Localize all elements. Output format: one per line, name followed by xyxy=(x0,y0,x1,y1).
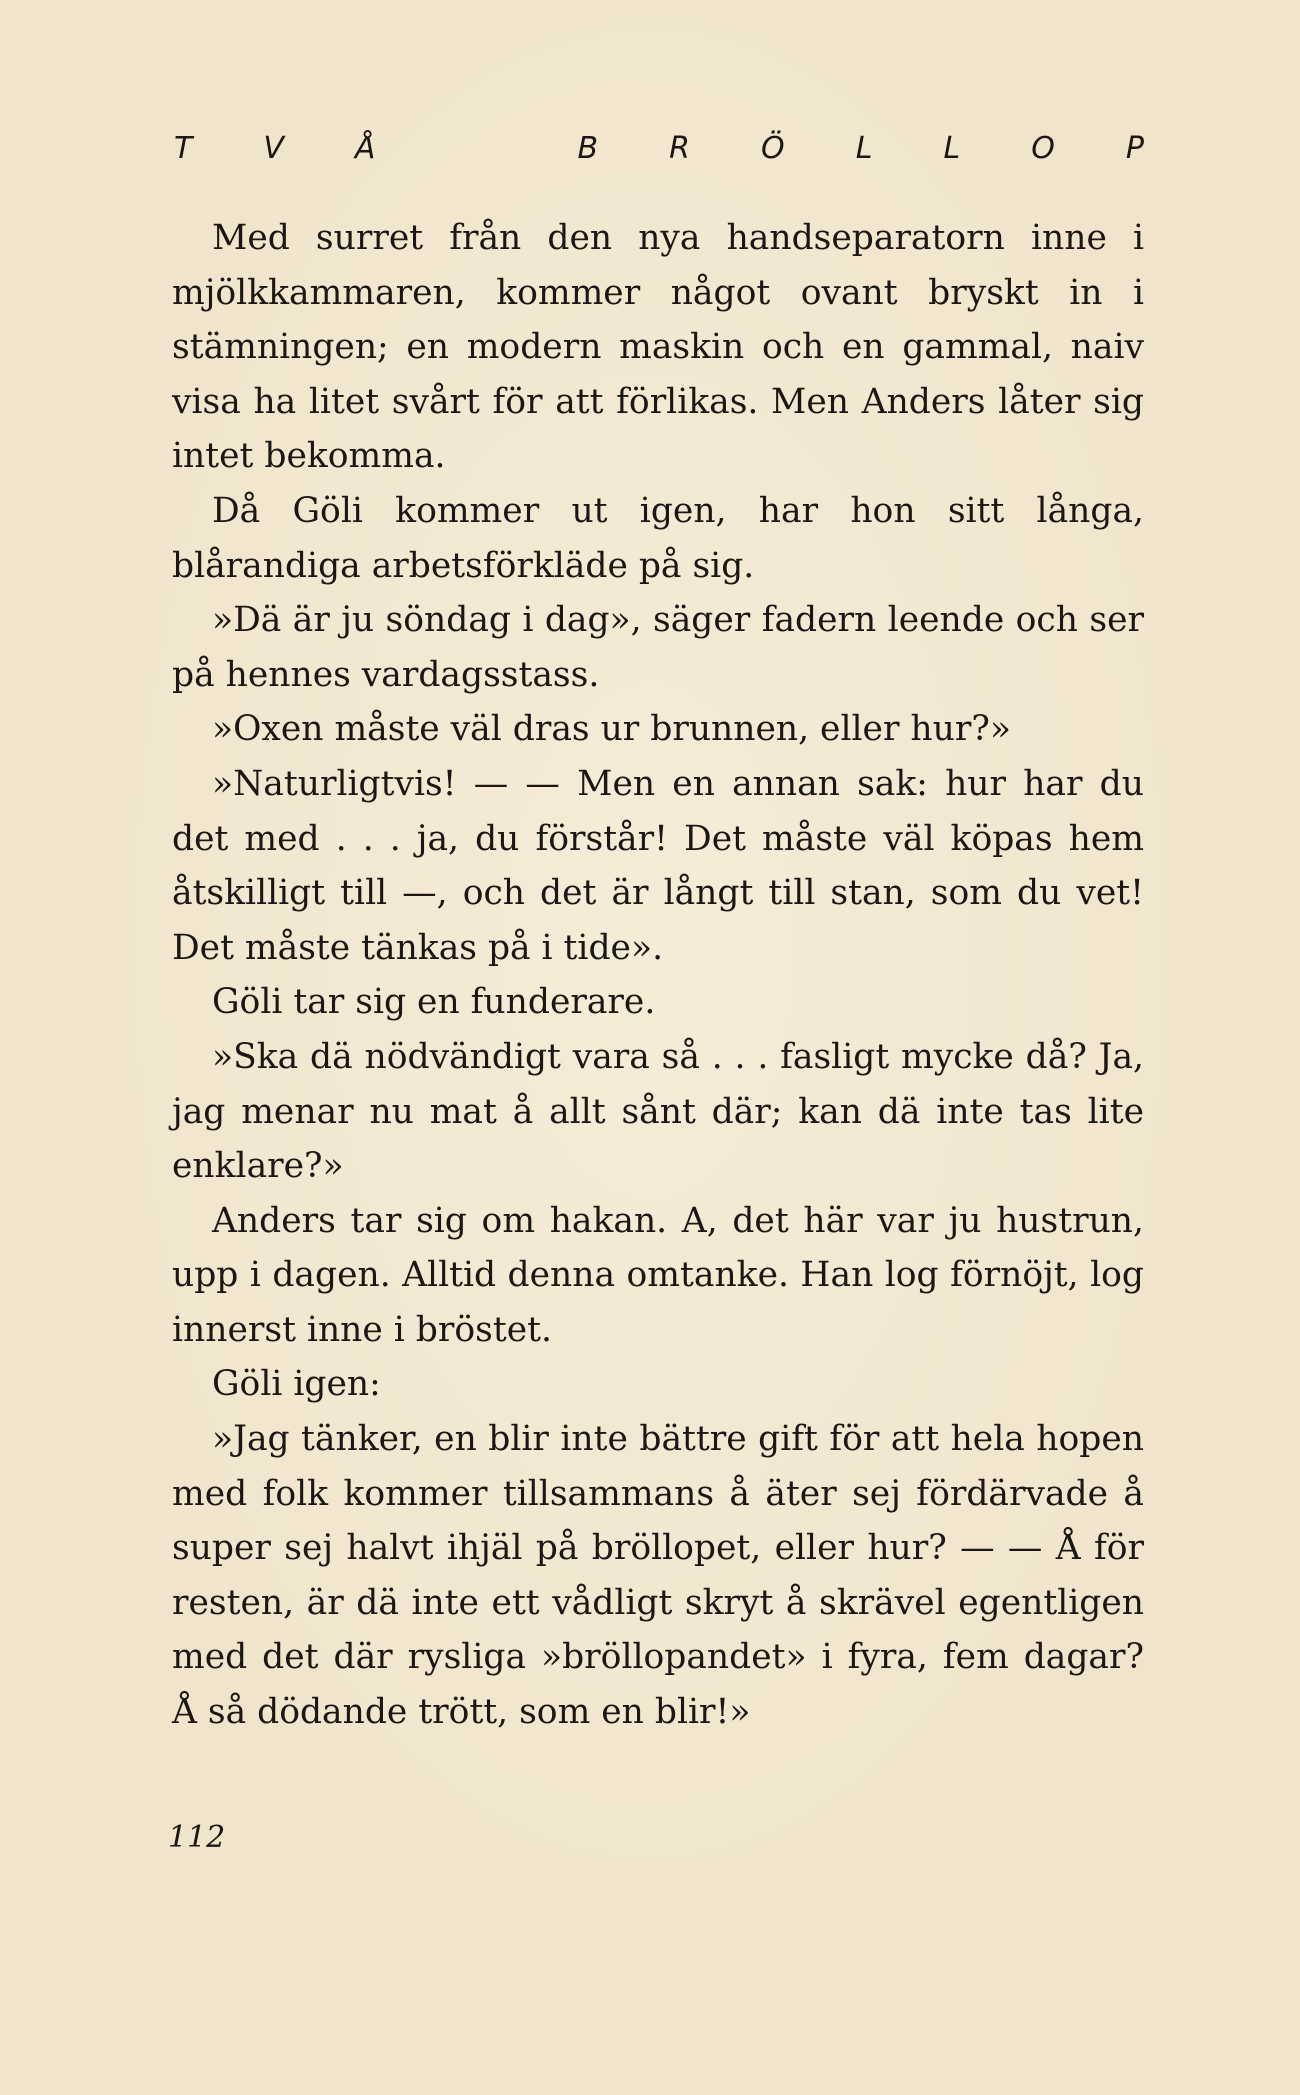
running-head-letter: B xyxy=(577,131,599,166)
running-head-letter: P xyxy=(1125,131,1144,166)
running-head-letter: R xyxy=(669,131,690,166)
paragraph: »Dä är ju söndag i dag», säger fadern leende och ser på hennes vardagsstass. xyxy=(172,600,1144,695)
page-number: 112 xyxy=(168,1820,226,1855)
paragraph: Med surret från den nya handseparatorn inne i mjölkkammaren, kommer något ovant bryskt in i stämningen; en modern maskin och en gammal, naiv visa ha litet svårt för att förlikas. Men Anders låter sig intet bekomma. xyxy=(172,218,1144,477)
paragraph: »Jag tänker, en blir inte bättre gift för att hela hopen med folk kommer tillsammans å äter sej fördärvade å super sej halvt ihjäl på bröllopet, eller hur? — — Å för resten, är dä inte ett vådligt skryt å skrävel egentligen med det där rysliga »bröllopandet» i fyra, fem dagar? Å så dödande trött, som en blir!» xyxy=(172,1419,1144,1733)
running-head-letter: V xyxy=(263,131,284,166)
paragraph: Anders tar sig om hakan. A, det här var ju hustrun, upp i dagen. Alltid denna omtanke. Han log förnöjt, log innerst inne i bröstet. xyxy=(172,1200,1144,1350)
body-text xyxy=(172,211,1144,1740)
paragraph: »Naturligtvis! — — Men en annan sak: hur har du det med . . . ja, du förstår! Det måste väl köpas hem åtskilligt till —, och det är långt till stan, som du vet! Det måste tänkas på i tide». xyxy=(172,763,1144,968)
paragraph: »Ska dä nödvändigt vara så . . . fasligt mycke då? Ja, jag menar nu mat å allt sånt där; kan dä inte tas lite enklare?» xyxy=(172,1036,1144,1187)
running-head-letter: Å xyxy=(354,131,376,166)
running-head-letter: T xyxy=(174,131,193,166)
paragraph: Då Göli kommer ut igen, har hon sitt långa, blårandiga arbetsförkläde på sig. xyxy=(172,490,1144,586)
running-head-letter: L xyxy=(943,131,961,166)
running-head-letter: Ö xyxy=(761,131,785,166)
paragraph: Göli igen: xyxy=(212,1364,381,1405)
paragraph: »Oxen måste väl dras ur brunnen, eller hur?» xyxy=(212,709,1011,750)
running-head-word-gap xyxy=(446,131,506,166)
running-head-letter: O xyxy=(1031,131,1055,166)
running-head xyxy=(174,131,1144,166)
running-head-letter: L xyxy=(855,131,873,166)
paragraph: Göli tar sig en funderare. xyxy=(212,982,656,1023)
